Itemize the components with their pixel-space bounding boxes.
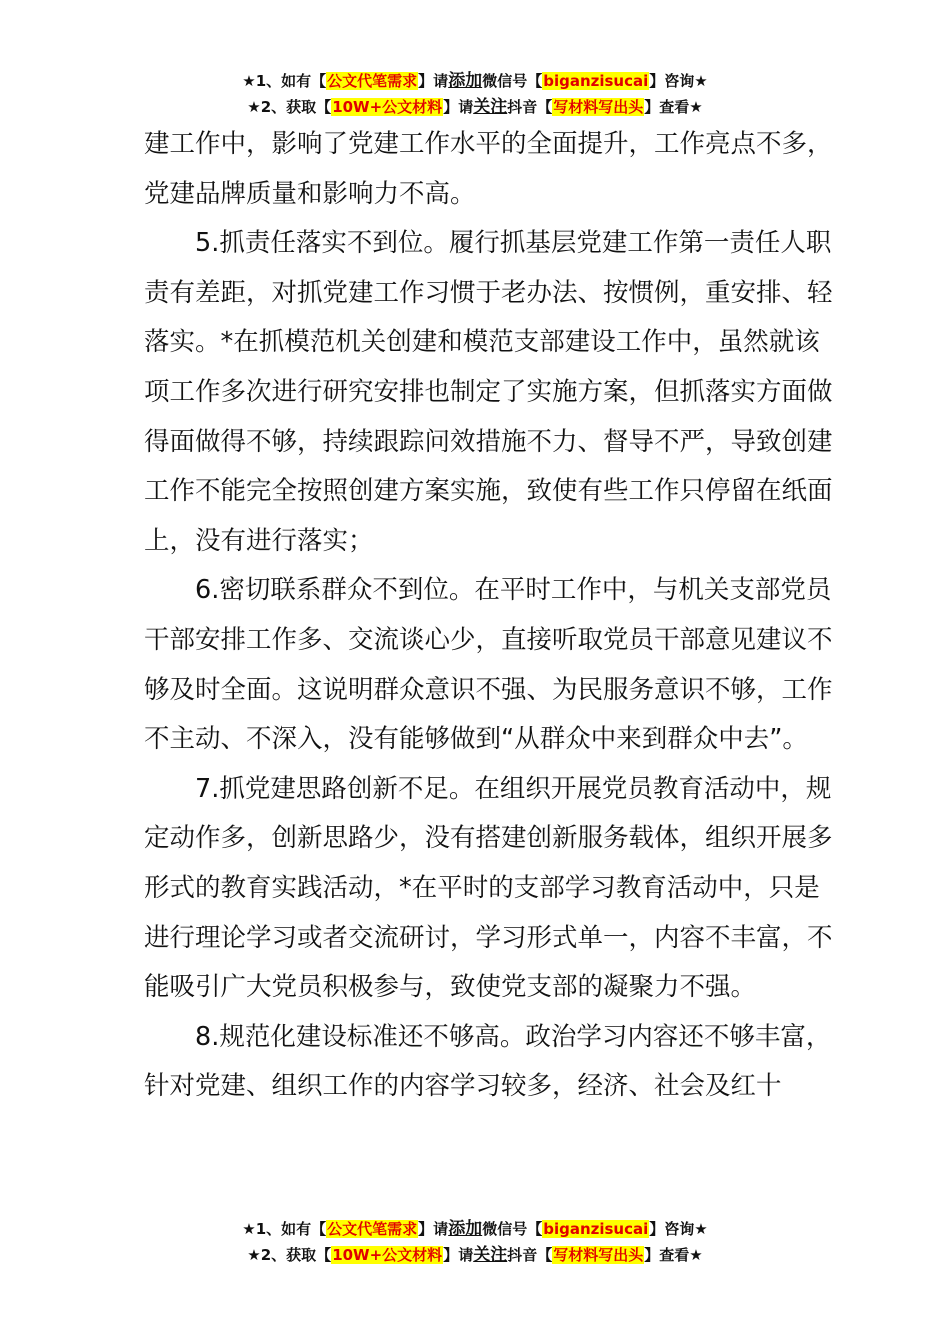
footer-highlight-douyin-name: 写材料写出头	[553, 1246, 644, 1264]
paragraph-7-innovation: 7.抓党建思路创新不足。在组织开展党员教育活动中，规定动作多，创新思路少，没有搭建创新服务载体，组织开展多形式的教育实践活动，*在平时的支部学习教育活动中，只是进行理论学习或者交流研讨，学习形式单一，内容不丰富，不能吸引广大党员积极参与，致使党支部的凝聚力不强。	[144, 773, 833, 1003]
header-line-2: ★2、获取【10W+公文材料】请关注抖音【写材料写出头】查看★	[247, 97, 703, 117]
footer-highlight-service: 公文代笔需求	[327, 1220, 418, 1238]
footer-line-1: ★1、如有【公文代笔需求】请添加微信号【biganzisucai】咨询★	[242, 1219, 708, 1239]
footer-line-2: ★2、获取【10W+公文材料】请关注抖音【写材料写出头】查看★	[247, 1245, 703, 1265]
document-body	[144, 120, 834, 1112]
footer-highlight-wechat-id: biganzisucai	[543, 1220, 649, 1238]
header-banner	[0, 68, 950, 120]
header-line-1: ★1、如有【公文代笔需求】请添加微信号【biganzisucai】咨询★	[242, 71, 708, 91]
footer-highlight-materials: 10W+公文材料	[332, 1246, 443, 1264]
header-underline-follow: 关注	[473, 97, 508, 117]
header-highlight-materials: 10W+公文材料	[332, 98, 443, 116]
footer-underline-follow: 关注	[473, 1245, 508, 1265]
header-highlight-service: 公文代笔需求	[327, 72, 418, 90]
header-underline-add: 添加	[448, 71, 483, 91]
paragraph-continuation: 建工作中，影响了党建工作水平的全面提升，工作亮点不多，党建品牌质量和影响力不高。	[144, 129, 833, 209]
footer-banner	[0, 1216, 950, 1268]
header-highlight-douyin-name: 写材料写出头	[553, 98, 644, 116]
paragraph-5-responsibility: 5.抓责任落实不到位。履行抓基层党建工作第一责任人职责有差距，对抓党建工作习惯于老办法、按惯例，重安排、轻落实。*在抓模范机关创建和模范支部建设工作中，虽然就该项工作多次进行研究安排也制定了实施方案，但抓落实方面做得面做得不够，持续跟踪问效措施不力、督导不严，导致创建工作不能完全按照创建方案实施，致使有些工作只停留在纸面上，没有进行落实；	[144, 228, 833, 556]
header-highlight-wechat-id: biganzisucai	[543, 72, 649, 90]
paragraph-6-masses: 6.密切联系群众不到位。在平时工作中，与机关支部党员干部安排工作多、交流谈心少，直接听取党员干部意见建议不够及时全面。这说明群众意识不强、为民服务意识不够，工作不主动、不深入，没有能够做到“从群众中来到群众中去”。	[144, 575, 833, 755]
paragraph-8-standardization: 8.规范化建设标准还不够高。政治学习内容还不够丰富，针对党建、组织工作的内容学习较多，经济、社会及红十	[144, 1021, 832, 1102]
footer-underline-add: 添加	[448, 1219, 483, 1239]
